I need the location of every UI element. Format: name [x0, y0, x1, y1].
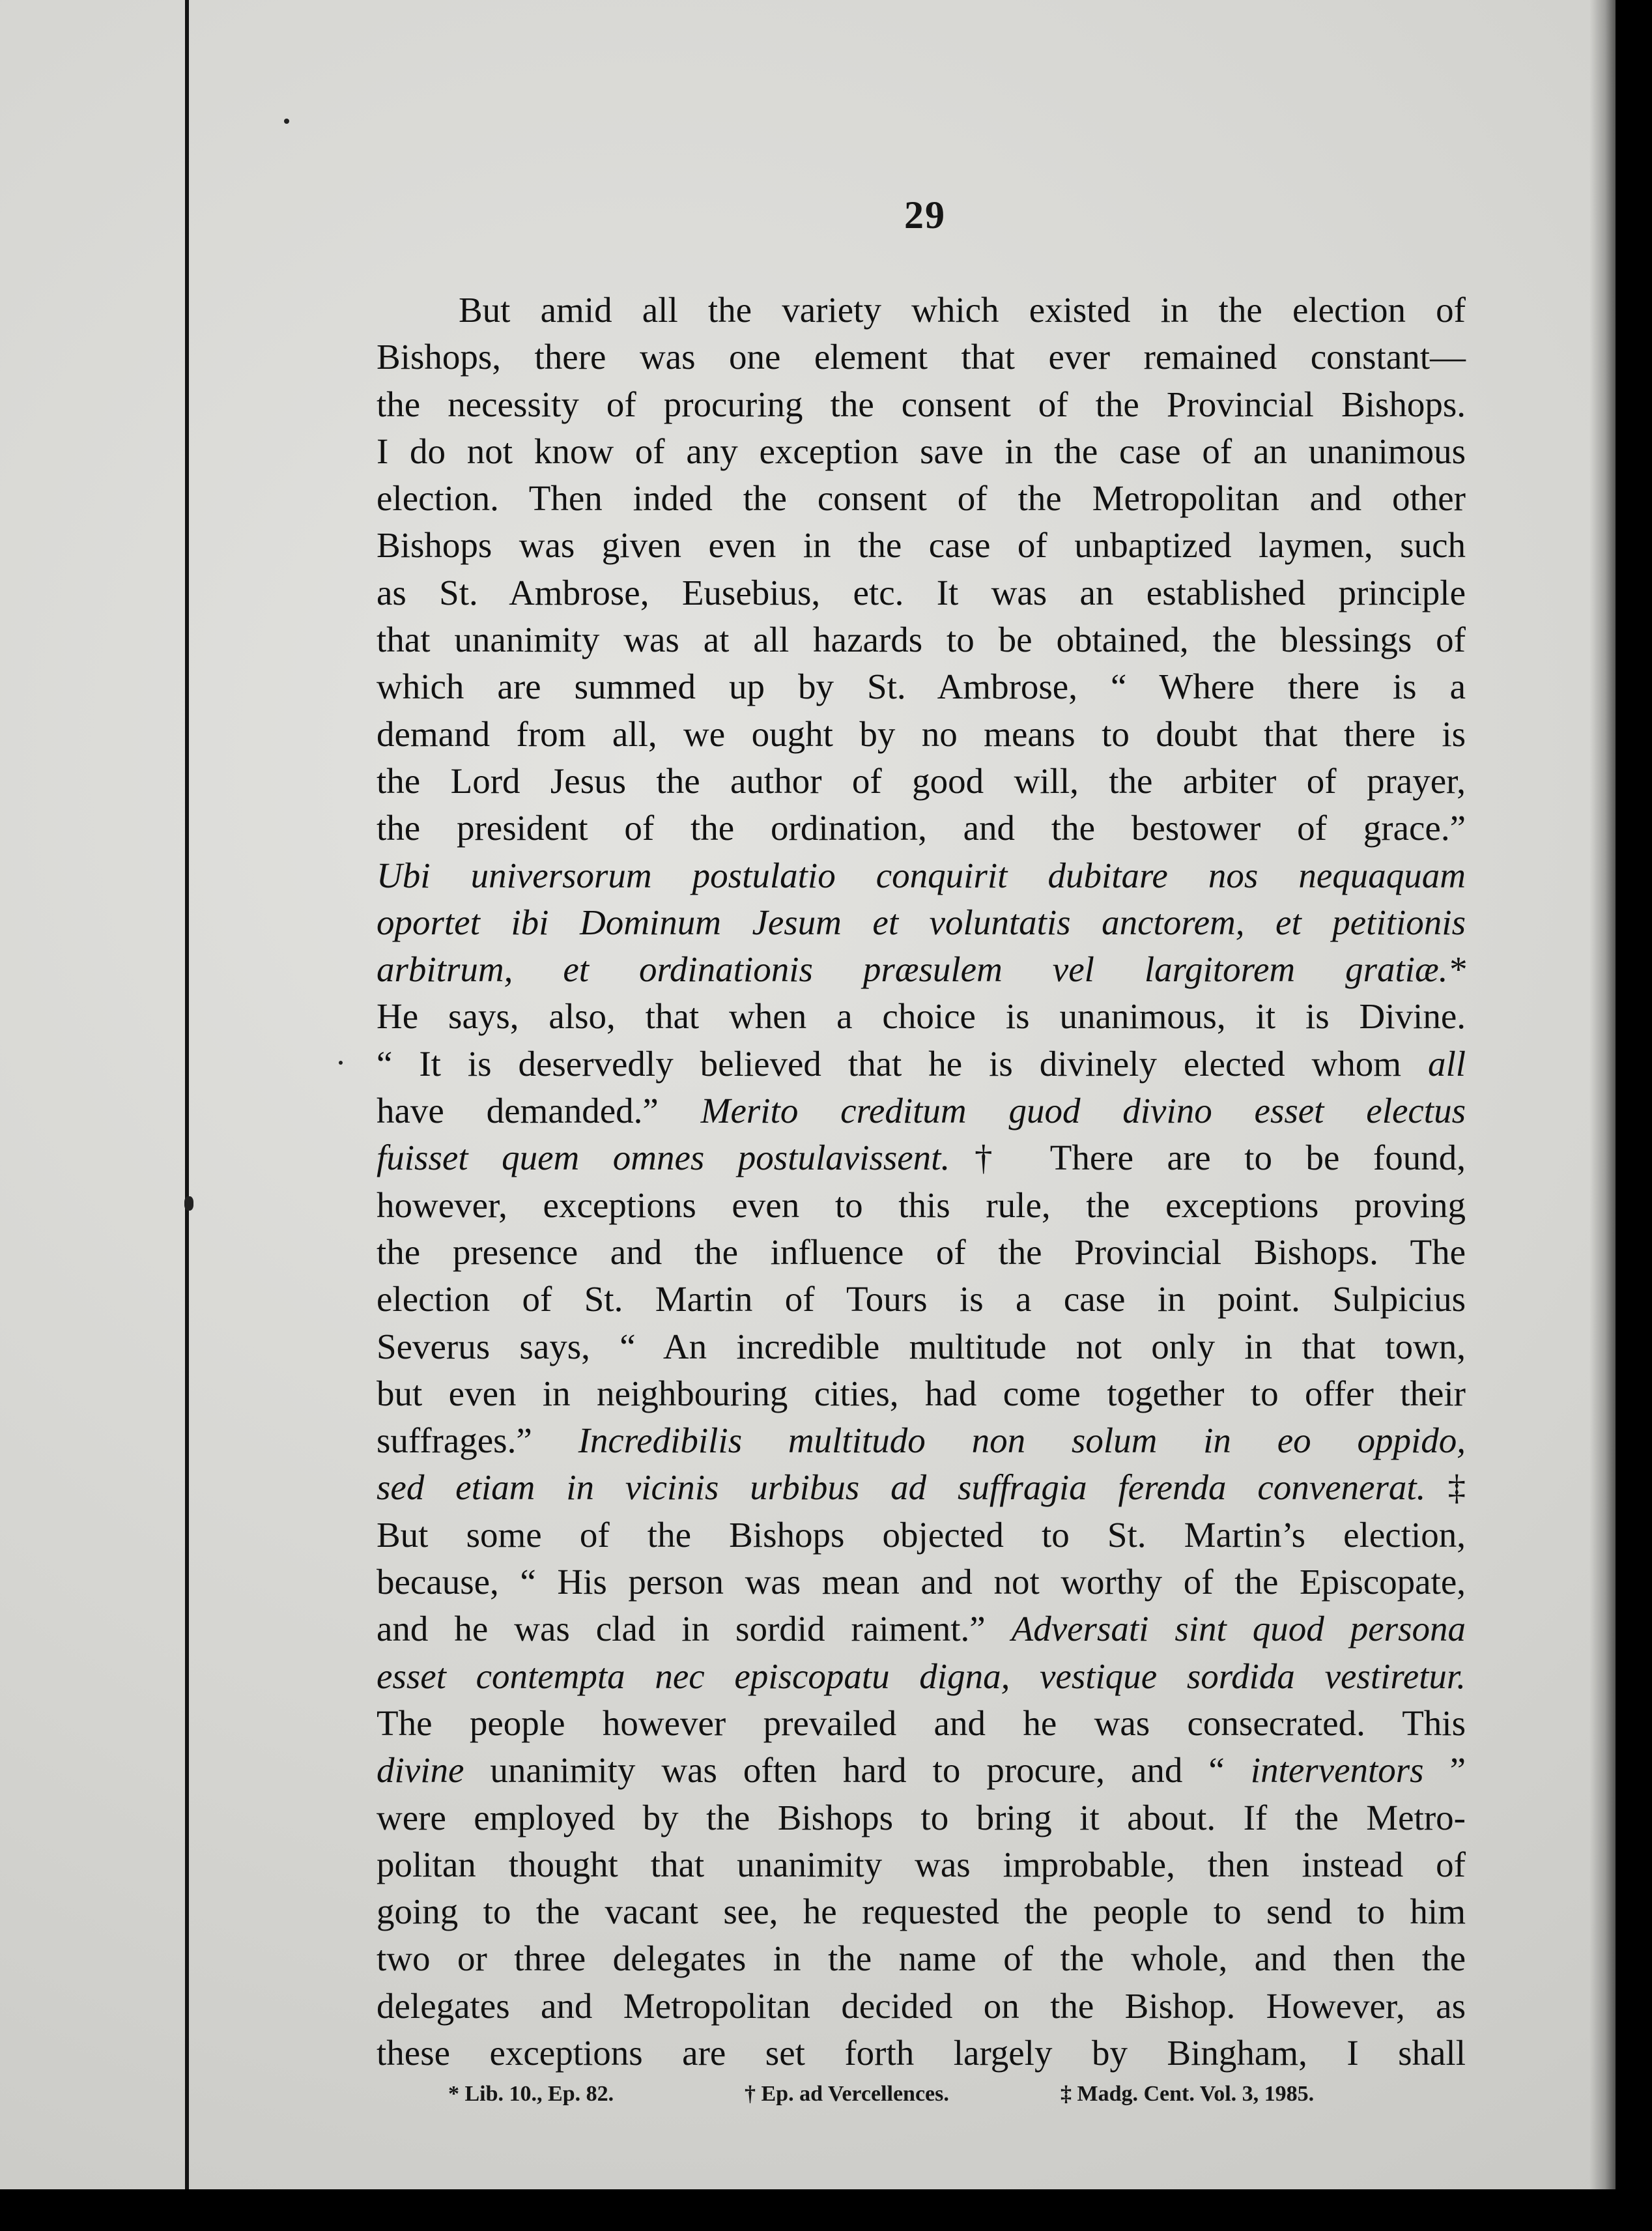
text-line: [377, 1276, 1466, 1323]
text-line: [377, 2030, 1466, 2077]
text-line: [377, 522, 1466, 569]
text-segment: the necessity of procuring the consent of the Provincial Bishops.: [377, 384, 1466, 424]
text-line: [377, 663, 1466, 710]
text-segment: the president of the ordination, and the bestower of grace.”: [377, 808, 1466, 848]
text-segment: demand from all, we ought by no means to doubt that there is: [377, 713, 1466, 754]
text-segment: election. Then inded the consent of the Metropolitan and other: [377, 478, 1466, 519]
text-line: [377, 428, 1466, 475]
text-line: [377, 1087, 1466, 1134]
binding-edge-line: [185, 0, 189, 2189]
footnote-1: * Lib. 10., Ep. 82.: [448, 2082, 614, 2106]
italic-text-segment: Incredibilis multitudo non solum in eo oppido,: [578, 1420, 1466, 1461]
italic-text-segment: Ubi universorum postulatio conquirit dubitare nos nequaquam: [377, 855, 1466, 895]
text-segment: however, exceptions even to this rule, the exceptions proving: [377, 1185, 1466, 1225]
italic-text-segment: arbitrum, et ordinationis præsulem vel largitorem gratiæ.*: [377, 949, 1466, 990]
text-segment: these exceptions are set forth largely by Bingham, I shall: [377, 2032, 1466, 2073]
speck-mark: [284, 119, 289, 124]
text-line: [377, 287, 1466, 334]
text-line: [377, 1747, 1466, 1794]
text-line: [377, 1041, 1466, 1087]
text-line: [377, 569, 1466, 616]
speck-mark: [339, 1061, 343, 1065]
italic-text-segment: sed etiam in vicinis urbibus ad suffragia ferenda convenerat.: [377, 1467, 1426, 1508]
text-segment: have demanded.”: [377, 1091, 701, 1131]
text-line: [377, 381, 1466, 428]
body-text: [377, 287, 1466, 2077]
text-line: [377, 1370, 1466, 1417]
text-segment: † There are to be found,: [950, 1138, 1466, 1178]
text-line: [377, 616, 1466, 663]
text-segment: that unanimity was at all hazards to be obtained, the blessings of: [377, 620, 1466, 660]
text-line: [377, 805, 1466, 852]
text-segment: He says, also, that when a choice is unanimous, it is Divine.: [377, 996, 1466, 1037]
text-segment: but even in neighbouring cities, had come together to offer their: [377, 1373, 1466, 1413]
text-line: [377, 1464, 1466, 1511]
text-segment: The people however prevailed and he was consecrated. This: [377, 1703, 1466, 1743]
text-segment: I do not know of any exception save in the case of an unanimous: [377, 431, 1466, 471]
text-segment: going to the vacant see, he requested the people to send to him: [377, 1892, 1466, 1932]
text-segment: the presence and the influence of the Provincial Bishops. The: [377, 1231, 1466, 1272]
text-segment: as St. Ambrose, Eusebius, etc. It was an established principle: [377, 572, 1466, 612]
text-line: [377, 1700, 1466, 1747]
text-segment: Bishops, there was one element that ever remained constant—: [377, 337, 1466, 377]
text-segment: and he was clad in sordid raiment.”: [377, 1609, 1012, 1649]
text-segment: delegates and Metropolitan decided on the Bishop. However, as: [377, 1985, 1466, 2026]
text-line: [377, 1134, 1466, 1181]
italic-text-segment: Adversati sint quod persona: [1011, 1609, 1466, 1649]
text-segment: But amid all the variety which existed in the election of: [459, 290, 1466, 330]
italic-text-segment: divine: [377, 1750, 464, 1791]
text-line: [377, 1935, 1466, 1982]
speck-mark: [184, 1196, 193, 1211]
text-line: [377, 475, 1466, 522]
text-segment: ‡: [1425, 1467, 1466, 1508]
text-segment: ”: [1423, 1750, 1466, 1791]
text-segment: But some of the Bishops objected to St. Martin’s election,: [377, 1514, 1466, 1555]
text-segment: because, “ His person was mean and not worthy of the Episcopate,: [377, 1562, 1466, 1602]
italic-text-segment: all: [1427, 1043, 1466, 1084]
text-line: [377, 1323, 1466, 1370]
text-line: [377, 852, 1466, 899]
text-line: [377, 334, 1466, 381]
text-line: [377, 1229, 1466, 1276]
footnote-3: ‡ Madg. Cent. Vol. 3, 1985.: [1061, 2082, 1315, 2106]
scan-border-bottom: [0, 2189, 1652, 2231]
footnote-2: † Ep. ad Vercellences.: [745, 2082, 949, 2106]
text-line: [377, 1559, 1466, 1605]
text-line: [377, 711, 1466, 758]
page-number: 29: [904, 194, 946, 237]
text-segment: which are summed up by St. Ambrose, “ Where there is a: [377, 667, 1466, 707]
italic-text-segment: esset contempta nec episcopatu digna, vestique sordida vestiretur.: [377, 1656, 1466, 1696]
text-segment: two or three delegates in the name of the whole, and then the: [377, 1938, 1466, 1979]
text-segment: were employed by the Bishops to bring it about. If the Metro-: [377, 1797, 1466, 1837]
text-line: [377, 946, 1466, 993]
text-line: [377, 1417, 1466, 1464]
text-line: [377, 899, 1466, 946]
page-edge-shadow: [1589, 0, 1616, 2189]
text-line: [377, 1653, 1466, 1700]
italic-text-segment: oportet ibi Dominum Jesum et voluntatis anctorem, et petitionis: [377, 902, 1466, 942]
text-line: [377, 993, 1466, 1040]
text-segment: Severus says, “ An incredible multitude not only in that town,: [377, 1326, 1466, 1366]
text-segment: “ It is deservedly believed that he is divinely elected whom: [377, 1043, 1428, 1084]
italic-text-segment: fuisset quem omnes postulavissent.: [377, 1138, 950, 1178]
text-segment: Bishops was given even in the case of unbaptized laymen, such: [377, 525, 1466, 566]
text-segment: politan thought that unanimity was improbable, then instead of: [377, 1844, 1466, 1884]
text-line: [377, 1182, 1466, 1229]
italic-text-segment: Merito creditum guod divino esset electus: [700, 1091, 1466, 1131]
text-line: [377, 1605, 1466, 1652]
text-segment: unanimity was often hard to procure, and “: [464, 1750, 1251, 1791]
text-line: [377, 1841, 1466, 1888]
text-segment: suffrages.”: [377, 1420, 578, 1461]
italic-text-segment: interventors: [1250, 1750, 1424, 1791]
text-line: [377, 758, 1466, 805]
text-segment: election of St. Martin of Tours is a case in point. Sulpicius: [377, 1279, 1466, 1319]
text-line: [377, 1983, 1466, 2030]
text-line: [377, 1888, 1466, 1935]
text-line: [377, 1512, 1466, 1559]
text-line: [377, 1794, 1466, 1841]
text-segment: the Lord Jesus the author of good will, the arbiter of prayer,: [377, 760, 1466, 801]
